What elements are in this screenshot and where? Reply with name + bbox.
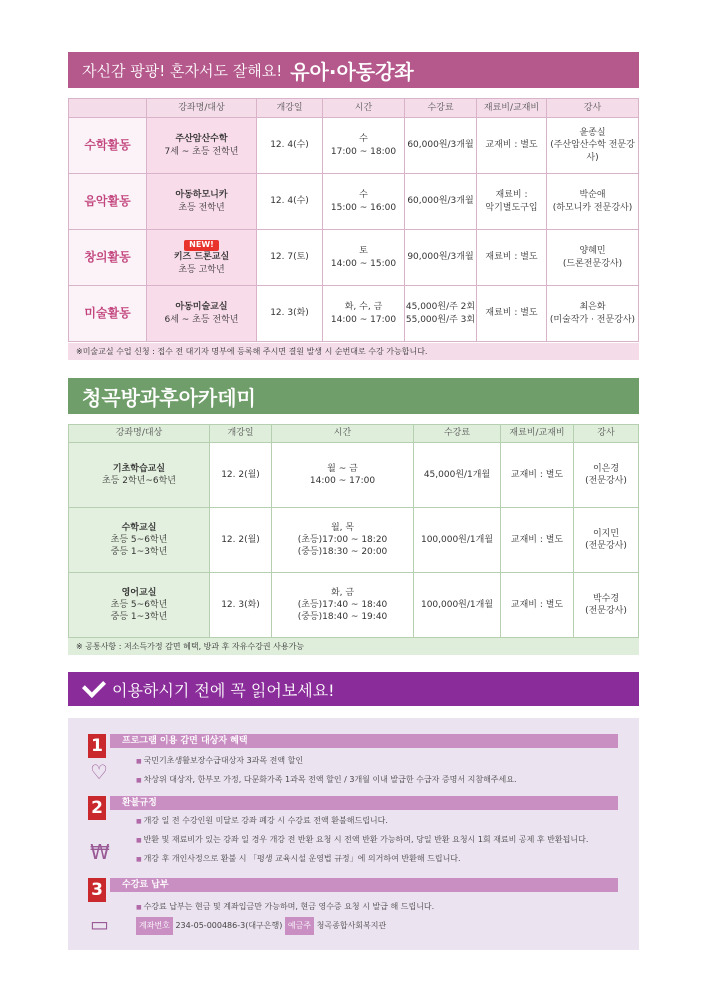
course-target: 7세 ~ 초등 전학년	[164, 146, 239, 157]
course-name: 수학교실	[121, 522, 157, 533]
material-cell: 교재비 : 별도	[501, 508, 574, 573]
material-cell: 재료비 : 별도	[477, 286, 547, 342]
table-header: 개강일	[257, 99, 323, 118]
checkmark-icon	[82, 674, 106, 698]
holder-tag: 예금주	[285, 917, 314, 935]
teacher-title: (하모니카 전문강사)	[552, 202, 633, 213]
time-cell	[323, 118, 405, 174]
section3-banner	[68, 672, 639, 706]
teacher-name: 이은경	[592, 463, 620, 474]
list-item: ■ 국민기초생활보장수급대상자 3과목 전액 할인	[136, 752, 618, 771]
time-day: 월, 목	[330, 522, 355, 533]
teacher-name: 박수경	[592, 593, 620, 604]
table1-note: ※미술교실 수업 신청 : 접수 전 대기자 명부에 등록해 주시면 결원 발생 시 순번대로 수강 가능합니다.	[68, 343, 639, 360]
course-cell	[69, 573, 210, 638]
fee-cell	[405, 286, 477, 342]
material-cell: 교재비 : 별도	[477, 118, 547, 174]
material-cell: 재료비 : 별도	[477, 230, 547, 286]
course-name: 키즈 드론교실	[173, 252, 230, 263]
table-header: 강좌명/대상	[147, 99, 257, 118]
time-range: (중등)18:40 ~ 19:40	[297, 612, 388, 623]
kids-course-table	[68, 98, 639, 342]
table-header: 재료비/교재비	[477, 99, 547, 118]
section-number: 2	[88, 796, 106, 820]
account-number: 234-05-000486-3(대구은행)	[175, 921, 283, 930]
table-header: 시간	[323, 99, 405, 118]
section-heading: 수강료 납부	[110, 878, 618, 892]
course-target: 초등 2학년~6학년	[101, 476, 177, 486]
card-icon: ▭	[90, 912, 109, 936]
course-name: 주산암산수학	[175, 134, 228, 145]
table-row	[69, 230, 639, 286]
section-lines	[136, 812, 618, 869]
teacher-cell	[547, 230, 639, 286]
section-heading: 프로그램 이용 감면 대상자 혜택	[110, 734, 618, 748]
course-cell	[69, 508, 210, 573]
time-cell	[272, 573, 414, 638]
fee-line: 45,000원/주 2회	[405, 302, 476, 313]
table-row	[69, 174, 639, 230]
teacher-name: 이지민	[592, 528, 620, 539]
list-item: ■ 반환 및 재료비가 있는 강좌 일 경우 개강 전 반환 요청 시 전액 반환 가능하며, 당일 반환 요청시 1회 재료비 공제 후 반환됩니다.	[136, 831, 618, 850]
teacher-title: (전문강사)	[585, 476, 627, 486]
course-target: 초등 5~6학년	[110, 534, 168, 545]
time-range: 17:00 ~ 18:00	[330, 146, 397, 157]
time-range: 14:00 ~ 15:00	[330, 258, 397, 269]
list-item: ■ 차상위 대상자, 한부모 가정, 다문화가족 1과목 전액 할인 / 3개월 이내 발급한 수급자 증명서 지참해주세요.	[136, 771, 618, 790]
time-day: 수	[359, 190, 368, 201]
material-cell	[477, 174, 547, 230]
new-badge: NEW!	[184, 240, 219, 251]
time-day: 화, 수, 금	[344, 302, 383, 313]
academy-course-table	[68, 424, 639, 638]
course-target: 6세 ~ 초등 전학년	[164, 314, 239, 325]
account-line	[136, 917, 618, 935]
course-cell	[69, 443, 210, 508]
fee-cell: 45,000원/1개월	[414, 443, 501, 508]
table-header: 재료비/교재비	[501, 425, 574, 443]
teacher-cell	[547, 118, 639, 174]
table2-note: ※ 공통사항 : 저소득가정 감면 혜택, 방과 후 자유수강권 사용가능	[68, 638, 639, 655]
course-name: 아동미술교실	[175, 302, 228, 313]
category-cell: 수학활동	[69, 118, 147, 174]
section-number: 3	[88, 878, 106, 902]
time-day: 화, 금	[330, 587, 355, 598]
teacher-name: 최은화	[579, 302, 606, 313]
table-header: 개강일	[210, 425, 272, 443]
time-range: (중등)18:30 ~ 20:00	[297, 547, 388, 558]
won-coin-icon: ₩	[90, 840, 110, 864]
section2-banner	[68, 378, 639, 414]
section2-title: 청곡방과후아카데미	[82, 385, 256, 410]
info-section-payment	[88, 878, 618, 940]
section-number: 1	[88, 734, 106, 758]
category-cell: 창의활동	[69, 230, 147, 286]
table-header	[69, 99, 147, 118]
section1-title: 유아·아동강좌	[290, 59, 414, 84]
category-cell: 미술활동	[69, 286, 147, 342]
table-row	[69, 286, 639, 342]
teacher-title: (주산암산수학 전문강사)	[550, 140, 635, 163]
time-cell	[323, 230, 405, 286]
teacher-cell	[574, 573, 639, 638]
section-lines	[136, 898, 618, 935]
table-header: 강사	[574, 425, 639, 443]
section-lines	[136, 752, 618, 790]
fee-line: 55,000원/주 3회	[405, 314, 476, 325]
table-row	[69, 443, 639, 508]
account-holder: 청곡종합사회복지관	[316, 921, 387, 930]
fee-cell: 60,000원/3개월	[405, 118, 477, 174]
fee-cell: 100,000원/1개월	[414, 573, 501, 638]
teacher-name: 박순애	[579, 190, 606, 201]
teacher-title: (전문강사)	[585, 606, 627, 616]
teacher-name: 윤종실	[579, 128, 606, 139]
info-section-benefits	[88, 734, 618, 794]
table-header-row	[69, 425, 639, 443]
account-tag: 계좌번호	[136, 917, 173, 935]
course-cell	[147, 286, 257, 342]
teacher-title: (드론전문강사)	[562, 258, 623, 269]
course-target: 초등 5~6학년	[110, 599, 168, 610]
table-header: 시간	[272, 425, 414, 443]
course-name: 영어교실	[121, 587, 157, 598]
course-target: 중등 1~3학년	[110, 612, 168, 623]
time-range: (초등)17:00 ~ 18:20	[297, 534, 388, 545]
time-range: 14:00 ~ 17:00	[330, 314, 397, 325]
section3-title: 이용하시기 전에 꼭 읽어보세요!	[112, 680, 335, 700]
list-item: ■ 수강료 납부는 현금 및 계좌입금만 가능하며, 현금 영수증 요청 시 발급 해 드립니다.	[136, 898, 618, 917]
course-name: 기초학습교실	[112, 463, 166, 474]
fee-cell: 60,000원/3개월	[405, 174, 477, 230]
time-cell	[323, 174, 405, 230]
start-cell: 12. 7(토)	[257, 230, 323, 286]
teacher-name: 양혜민	[579, 246, 606, 257]
section-heading: 환불규정	[110, 796, 618, 810]
table-header: 수강료	[414, 425, 501, 443]
time-cell	[323, 286, 405, 342]
section1-banner	[68, 52, 639, 88]
time-cell	[272, 443, 414, 508]
teacher-cell	[547, 286, 639, 342]
material-cell: 교재비 : 별도	[501, 573, 574, 638]
course-cell	[147, 118, 257, 174]
table-row	[69, 573, 639, 638]
teacher-cell	[574, 508, 639, 573]
course-cell	[147, 174, 257, 230]
start-cell: 12. 2(월)	[210, 443, 272, 508]
fee-cell: 90,000원/3개월	[405, 230, 477, 286]
course-cell	[147, 230, 257, 286]
category-cell: 음악활동	[69, 174, 147, 230]
time-day: 월 ~ 금	[327, 463, 358, 474]
table-row	[69, 508, 639, 573]
teacher-cell	[547, 174, 639, 230]
course-name: 아동하모니카	[175, 190, 228, 201]
section1-subtitle: 자신감 팡팡! 혼자서도 잘해요!	[82, 61, 283, 80]
material-cell: 교재비 : 별도	[501, 443, 574, 508]
material-line: 악기별도구입	[485, 202, 538, 213]
info-section-refund	[88, 796, 618, 876]
teacher-title: (전문강사)	[585, 541, 627, 551]
time-day: 수	[359, 134, 368, 145]
time-range: (초등)17:40 ~ 18:40	[297, 599, 388, 610]
time-cell	[272, 508, 414, 573]
course-target: 초등 전학년	[178, 202, 225, 213]
table-header: 수강료	[405, 99, 477, 118]
table-header-row	[69, 99, 639, 118]
start-cell: 12. 4(수)	[257, 174, 323, 230]
start-cell: 12. 4(수)	[257, 118, 323, 174]
course-target: 중등 1~3학년	[110, 547, 168, 558]
material-line: 재료비 :	[495, 190, 528, 201]
course-target: 초등 고학년	[178, 264, 225, 275]
list-item: ■ 개강 후 개인사정으로 환불 시 「평생 교육시설 운영법 규정」에 의거하여 반환해 드립니다.	[136, 850, 618, 869]
teacher-cell	[574, 443, 639, 508]
list-item: ■ 개강 일 전 수강인원 미달로 강좌 폐강 시 수강료 전액 환불해드립니다.	[136, 812, 618, 831]
start-cell: 12. 3(화)	[210, 573, 272, 638]
table-header: 강좌명/대상	[69, 425, 210, 443]
table-header: 강사	[547, 99, 639, 118]
start-cell: 12. 2(월)	[210, 508, 272, 573]
table-row	[69, 118, 639, 174]
time-range: 15:00 ~ 16:00	[330, 202, 397, 213]
start-cell: 12. 3(화)	[257, 286, 323, 342]
people-icon: ♡	[90, 760, 108, 784]
time-range: 14:00 ~ 17:00	[309, 476, 376, 486]
fee-cell: 100,000원/1개월	[414, 508, 501, 573]
teacher-title: (미술작가 · 전문강사)	[549, 314, 636, 325]
time-day: 토	[359, 246, 368, 257]
